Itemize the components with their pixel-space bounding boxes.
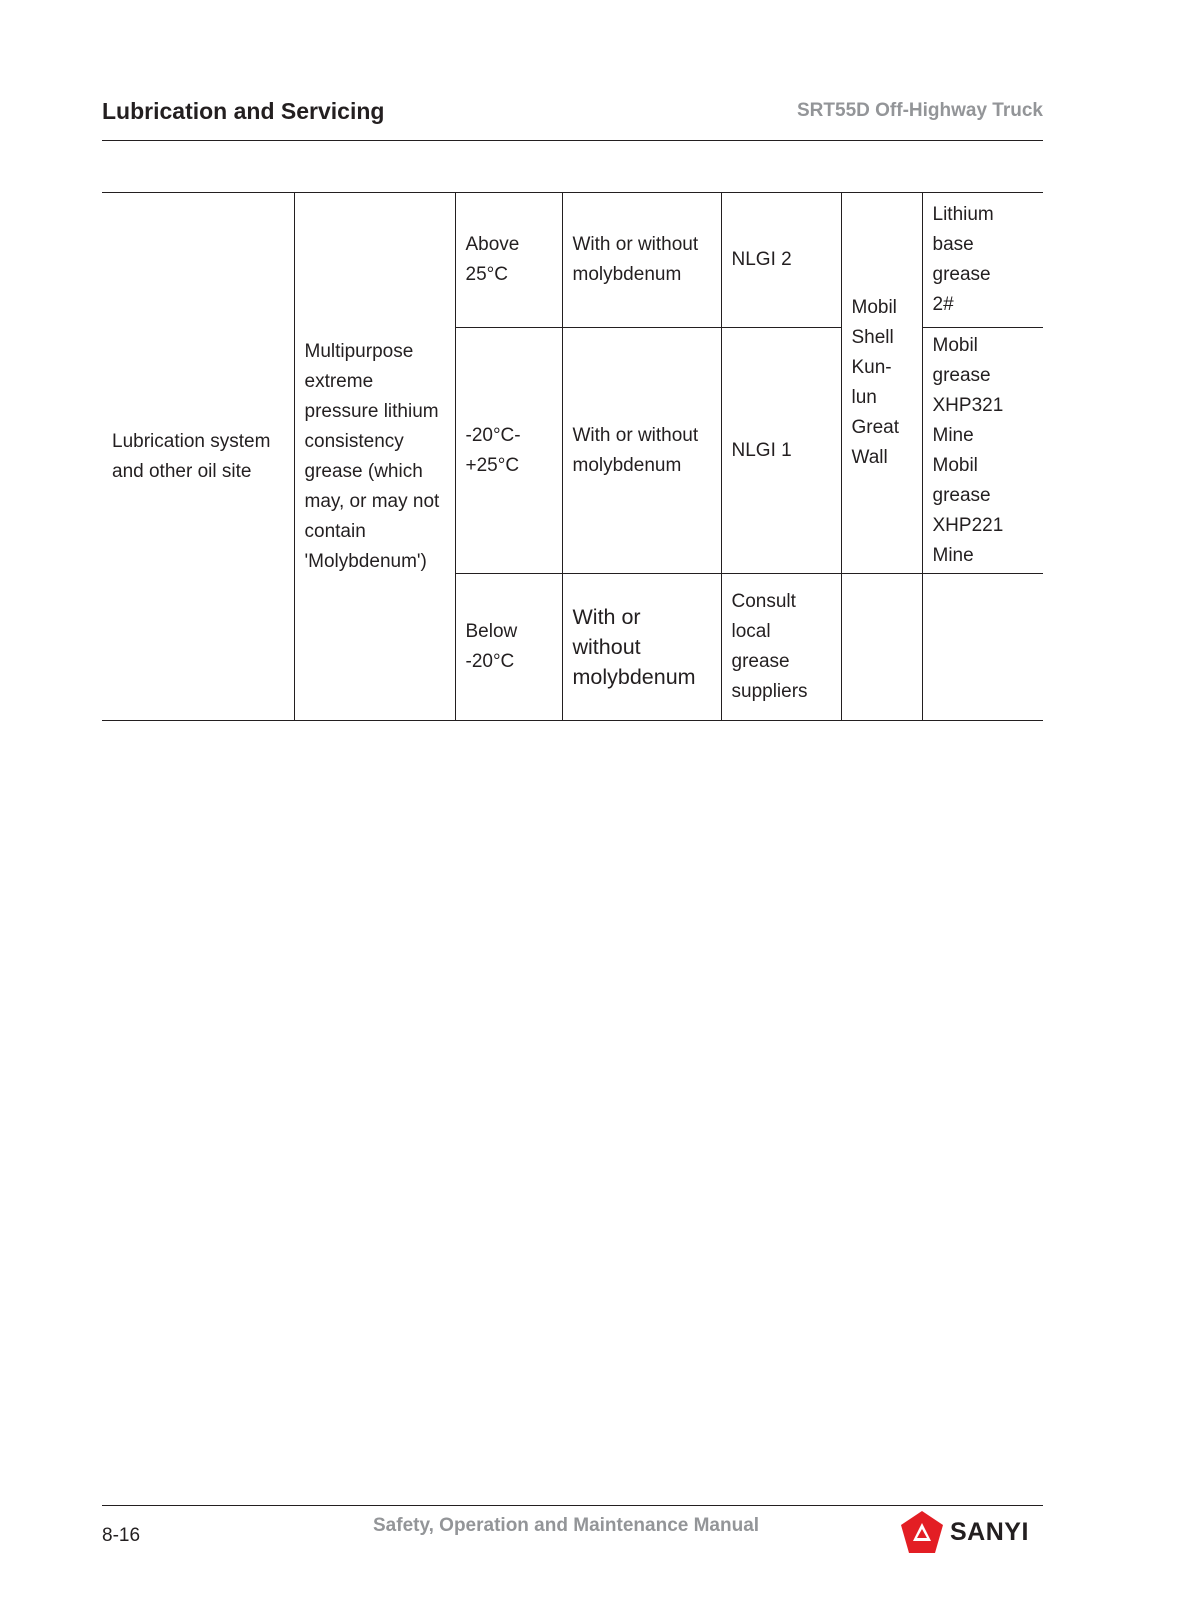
brand-line: Great	[851, 417, 900, 438]
grease-type-cell	[294, 193, 455, 721]
molybdenum-cell	[562, 574, 721, 721]
cell-line: Mine	[932, 424, 974, 446]
application-cell	[102, 193, 294, 721]
cell-line: Lithium	[932, 204, 994, 225]
cell-line: -20°C	[465, 651, 515, 672]
table-row	[102, 193, 1043, 328]
cell-line: -20°C-	[465, 424, 521, 446]
brand-line: Kun-	[851, 357, 892, 378]
manual-title: Safety, Operation and Maintenance Manual	[373, 1515, 760, 1536]
cell-line: With or	[572, 605, 641, 629]
cell-line: Below	[465, 621, 518, 642]
cell-line: molybdenum	[572, 454, 682, 476]
cell-line: Mine	[932, 544, 974, 566]
section-title: Lubrication and Servicing	[102, 98, 385, 124]
cell-line: 2#	[932, 294, 954, 315]
cell-line: Above	[465, 234, 520, 255]
cell-line: molybdenum	[572, 264, 682, 285]
molybdenum-cell	[562, 193, 721, 328]
brand-name: SANYI	[950, 1517, 1029, 1546]
cell-line: NLGI 1	[731, 439, 792, 461]
cell-line: grease	[932, 264, 991, 285]
cell-line: +25°C	[465, 454, 520, 476]
cell-line: XHP221	[932, 514, 1004, 536]
lubricant-spec-table	[102, 192, 1043, 721]
cell-line: suppliers	[731, 681, 808, 702]
brand-line: Wall	[851, 447, 888, 468]
temperature-cell	[455, 574, 562, 721]
temperature-cell	[455, 328, 562, 574]
cell-line: With or without	[572, 424, 699, 446]
cell-line: without	[572, 635, 641, 659]
product-empty-cell	[922, 574, 1043, 721]
cell-line: molybdenum	[572, 665, 696, 689]
cell-line: NLGI 2	[731, 249, 792, 270]
product-cell	[922, 328, 1043, 574]
page-number: 8-16	[102, 1525, 141, 1546]
temperature-cell	[455, 193, 562, 328]
cell-line: grease	[731, 651, 790, 672]
cell-line: grease	[932, 364, 991, 386]
cell-line: With or without	[572, 234, 699, 255]
application-text: Lubrication system and other oil site	[112, 430, 271, 482]
molybdenum-cell	[562, 328, 721, 574]
brand-line: Mobil	[851, 297, 897, 318]
grease-type-text: Multipurpose extreme pressure lithium consistency grease (which may, or may not contain 'Molybdenum')	[304, 340, 440, 572]
brands-empty-cell	[841, 574, 922, 721]
nlgi-cell	[721, 574, 841, 721]
sanyi-logo	[900, 1510, 1029, 1554]
cell-line: Mobil	[932, 334, 978, 356]
cell-line: base	[932, 234, 974, 255]
cell-line: local	[731, 621, 771, 642]
sanyi-logo-mark-icon	[900, 1510, 944, 1554]
nlgi-cell	[721, 193, 841, 328]
brand-line: lun	[851, 387, 877, 408]
cell-line: 25°C	[465, 264, 508, 285]
header-rule	[102, 140, 1043, 141]
cell-line: Mobil	[932, 454, 978, 476]
cell-line: grease	[932, 484, 991, 506]
product-cell	[922, 193, 1043, 328]
cell-line: Consult	[731, 591, 796, 612]
cell-line: XHP321	[932, 394, 1004, 416]
brand-line: Shell	[851, 327, 894, 348]
product-title: SRT55D Off-Highway Truck	[797, 100, 1043, 121]
brands-cell	[841, 193, 922, 574]
nlgi-cell	[721, 328, 841, 574]
footer-rule	[102, 1505, 1043, 1506]
